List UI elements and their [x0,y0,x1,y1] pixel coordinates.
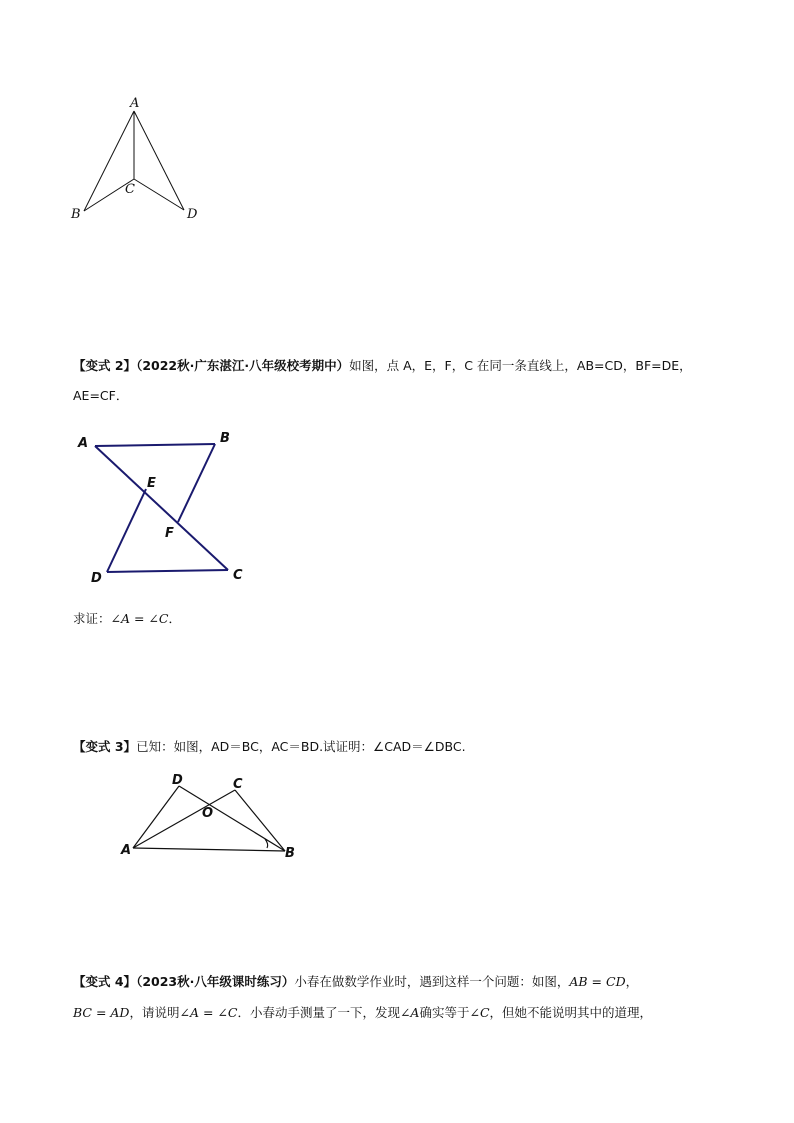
fig2-label-D: D [91,571,102,586]
fig1-label-D: D [187,207,198,222]
variant-2-source: （2022秋·广东湛江·八年级校考期中） [136,358,350,373]
fig2-label-C: C [233,568,243,583]
fig2-label-B: B [220,431,230,446]
segment-BD [179,786,285,851]
variant-4-text-3: ．小春动手测量了一下，发现 [237,1005,400,1020]
segment-AD [133,786,179,848]
fig2-label-E: E [147,476,156,491]
variant-4-text-4: 确实等于 [419,1005,470,1020]
segment-DE [107,489,146,572]
fig2-label-F: F [165,526,174,541]
segment-CD [134,179,184,210]
variant-4-source: （2023秋·八年级课时练习） [136,974,295,989]
segment-BF [178,444,215,522]
fig3-label-D: D [172,773,183,788]
variant-2-prove [73,610,181,628]
variant-3-tag: 【变式 3】 [73,739,137,754]
segment-AB [95,444,215,446]
segment-AB [133,848,285,851]
figure-3 [133,786,285,851]
angle-mark-B [265,839,268,848]
prove-prefix: 求证： [73,611,111,626]
fig3-label-B: B [285,846,295,861]
variant-4-math-5: ∠C [469,1005,490,1020]
variant-4-math-1: AB = CD [569,974,626,989]
variant-4-line-2 [73,1004,652,1022]
variant-4-text-5: ，但她不能说明其中的道理， [489,1005,653,1020]
variant-3-text: 已知：如图，AD＝BC，AC＝BD.试证明：∠CAD＝∠DBC. [136,739,466,754]
variant-4-math-4: ∠A [399,1005,420,1020]
variant-4-line-1 [73,973,638,991]
variant-4-text-1: 小春在做数学作业时，遇到这样一个问题：如图， [294,974,570,989]
variant-4-tag: 【变式 4】 [73,974,137,989]
fig3-label-O: O [202,806,214,821]
segment-AB [84,111,134,211]
fig1-label-A: A [130,96,140,111]
figure-2 [95,444,228,572]
variant-2-line-1 [73,357,692,375]
variant-2-line-2 [73,387,128,405]
variant-4-sep-1: ， [625,974,639,989]
variant-2-text-2: AE=CF． [73,388,129,403]
segment-CB [84,179,134,211]
fig1-label-C: C [125,182,135,197]
variant-2-text-1: 如图，点 A，E，F，C 在同一条直线上，AB=CD，BF=DE， [349,358,692,373]
segment-DC [107,570,228,572]
variant-3-line [73,738,466,756]
segment-AC [95,446,228,570]
fig1-label-B: B [71,207,81,222]
prove-statement: ∠A = ∠C [110,611,169,626]
fig3-label-C: C [233,777,243,792]
fig3-label-A: A [121,843,132,858]
variant-2-tag: 【变式 2】 [73,358,137,373]
segment-AC [133,790,235,848]
segment-BC [235,790,285,851]
prove-suffix: ． [168,611,181,626]
variant-4-math-3: ∠A = ∠C [179,1005,238,1020]
fig2-label-A: A [78,436,89,451]
variant-4-text-2: ，请说明 [129,1005,180,1020]
segment-AD [134,111,184,210]
variant-4-math-2: BC = AD [73,1005,130,1020]
